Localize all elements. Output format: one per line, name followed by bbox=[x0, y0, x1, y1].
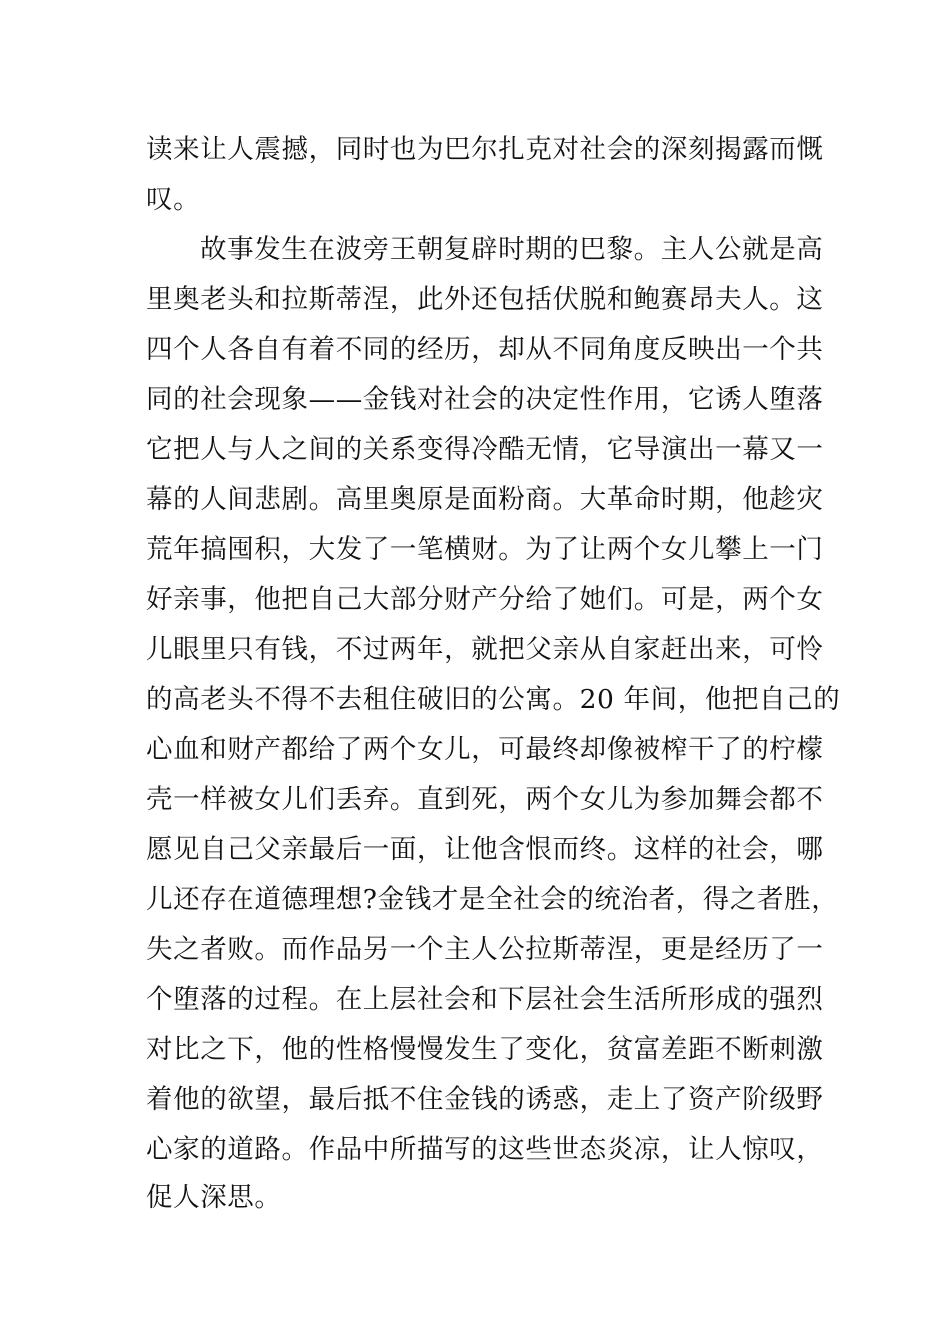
text-line: 促人深思。 bbox=[146, 1182, 282, 1213]
text-line: 心血和财产都给了两个女儿，可最终却像被榨干了的柠檬 bbox=[146, 734, 824, 765]
text-line: 它把人与人之间的关系变得冷酷无情，它导演出一幕又一 bbox=[146, 434, 824, 465]
paragraph-first-line: 故事发生在波旁王朝复辟时期的巴黎。主人公就是高 bbox=[200, 234, 824, 265]
text-line: 个堕落的过程。在上层社会和下层社会生活所形成的强烈 bbox=[146, 984, 824, 1015]
text-line: 儿眼里只有钱，不过两年，就把父亲从自家赶出来，可怜 bbox=[146, 634, 824, 665]
text-line: 荒年搞囤积，大发了一笔横财。为了让两个女儿攀上一门 bbox=[146, 534, 824, 565]
text-line: 儿还存在道德理想?金钱才是全社会的统治者，得之者胜， bbox=[146, 884, 839, 915]
text-line: 失之者败。而作品另一个主人公拉斯蒂涅，更是经历了一 bbox=[146, 934, 824, 965]
text-line: 幕的人间悲剧。高里奥原是面粉商。大革命时期，他趁灾 bbox=[146, 484, 824, 515]
text-line: 着他的欲望，最后抵不住金钱的诱惑，走上了资产阶级野 bbox=[146, 1084, 824, 1115]
text-line: 心家的道路。作品中所描写的这些世态炎凉，让人惊叹， bbox=[146, 1134, 824, 1165]
text-line: 对比之下，他的性格慢慢发生了变化，贫富差距不断刺激 bbox=[146, 1034, 824, 1065]
text-line: 好亲事，他把自己大部分财产分给了她们。可是，两个女 bbox=[146, 584, 824, 615]
text-line: 同的社会现象——金钱对社会的决定性作用，它诱人堕落 bbox=[146, 384, 824, 415]
text-line: 里奥老头和拉斯蒂涅，此外还包括伏脱和鲍赛昂夫人。这 bbox=[146, 284, 824, 315]
text-line: 叹。 bbox=[146, 184, 201, 215]
text-line: 四个人各自有着不同的经历，却从不同角度反映出一个共 bbox=[146, 334, 824, 365]
text-line: 读来让人震撼，同时也为巴尔扎克对社会的深刻揭露而慨 bbox=[146, 134, 824, 165]
text-line: 壳一样被女儿们丢弃。直到死，两个女儿为参加舞会都不 bbox=[146, 784, 824, 815]
text-line: 的高老头不得不去租住破旧的公寓。20 年间，他把自己的 bbox=[146, 684, 841, 715]
text-line: 愿见自己父亲最后一面，让他含恨而终。这样的社会，哪 bbox=[146, 834, 824, 865]
